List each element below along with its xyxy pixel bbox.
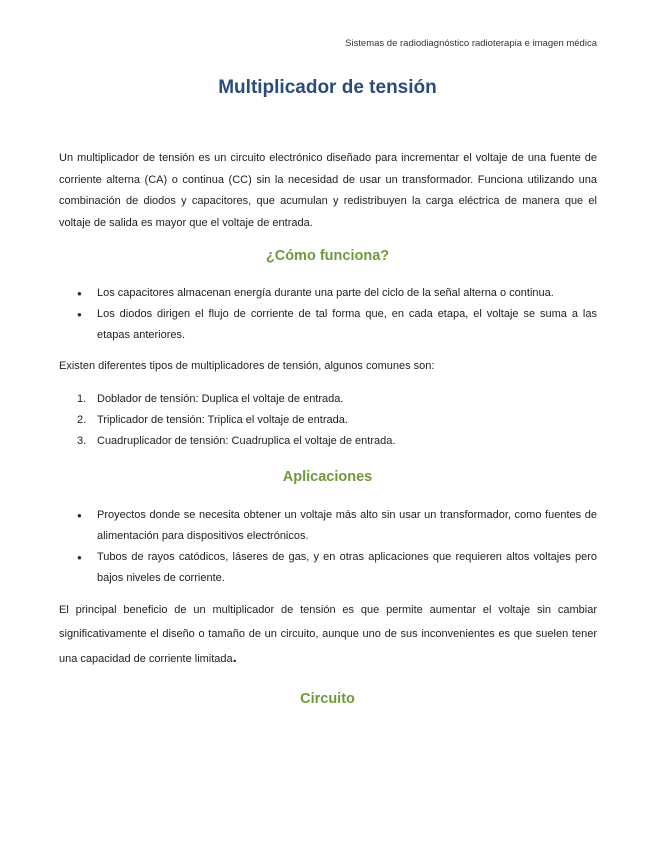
list-item [59, 283, 597, 304]
apps-bullet-list [59, 505, 597, 589]
bullet-icon: ● [77, 310, 82, 319]
list-item [59, 547, 597, 589]
list-item-text: Proyectos donde se necesita obtener un voltaje más alto sin usar un transformador, como fuentes de alimentación para dispositivos electrónicos. [97, 509, 597, 542]
bullet-icon: ● [77, 511, 82, 520]
intro-paragraph: Un multiplicador de tensión es un circuito electrónico diseñado para incrementar el voltaje de una fuente de corriente alterna (CA) o continua (CC) sin la necesidad de usar un transformador. Funciona utilizando una combinación de diodos y capacitores, que acumulan y redistribuyen la carga eléctrica de manera que el voltaje de salida es mayor que el voltaje de entrada. [59, 152, 597, 229]
page-header: Sistemas de radiodiagnóstico radioterapia e imagen médica [345, 38, 597, 49]
list-item [59, 389, 597, 410]
list-item [59, 304, 597, 346]
section-title-apps: Aplicaciones [282, 469, 373, 485]
list-number: 2. [77, 414, 87, 426]
list-number: 3. [77, 435, 87, 447]
conclusion-text: El principal beneficio de un multiplicador de tensión es que permite aumentar el voltaje sin cambiar significativamente el diseño o tamaño de un circuito, aunque uno de sus inconvenientes es que suelen tener una capacidad de corriente limitada [59, 604, 597, 665]
types-intro: Existen diferentes tipos de multiplicadores de tensión, algunos comunes son: [59, 360, 435, 372]
types-numbered-list [59, 389, 597, 452]
conclusion-paragraph [59, 598, 597, 671]
bullet-icon: ● [77, 553, 82, 562]
section-title-how: ¿Cómo funciona? [265, 248, 390, 264]
list-number: 1. [77, 393, 87, 405]
list-item-text: Doblador de tensión: Duplica el voltaje de entrada. [97, 393, 344, 405]
conclusion-period: . [232, 649, 237, 666]
bullet-icon: ● [77, 289, 82, 298]
section-title-circuit: Circuito [300, 691, 355, 707]
list-item-text: Cuadruplicador de tensión: Cuadruplica el voltaje de entrada. [97, 435, 396, 447]
list-item-text: Triplicador de tensión: Triplica el voltaje de entrada. [97, 414, 348, 426]
list-item [59, 505, 597, 547]
list-item [59, 410, 597, 431]
how-bullet-list [59, 283, 597, 346]
list-item [59, 431, 597, 452]
page-title: Multiplicador de tensión [218, 77, 437, 98]
list-item-text: Los capacitores almacenan energía durante una parte del ciclo de la señal alterna o continua. [97, 287, 554, 299]
list-item-text: Tubos de rayos catódicos, láseres de gas, y en otras aplicaciones que requieren altos voltajes pero bajos niveles de corriente. [97, 551, 597, 584]
list-item-text: Los diodos dirigen el flujo de corriente de tal forma que, en cada etapa, el voltaje se suma a las etapas anteriores. [97, 308, 597, 341]
